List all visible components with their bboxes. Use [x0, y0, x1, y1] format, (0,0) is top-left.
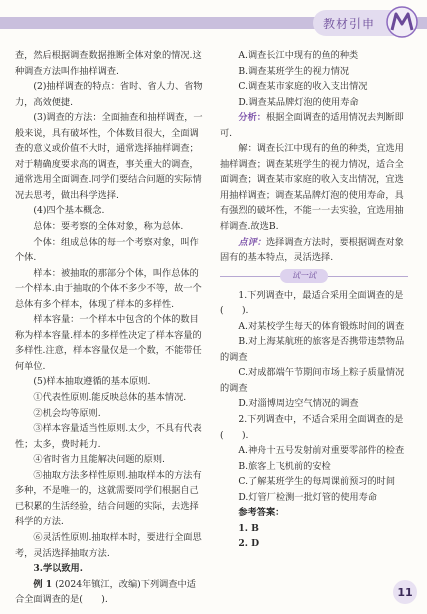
paragraph: ⑤抽取方法多样性原则.抽取样本的方法有多种，不是唯一的，这就需要同学们根据自己已积累的生活经验，结合问题的实际，去选择科学的方法.: [15, 469, 202, 528]
note: [220, 235, 408, 266]
example-text: (2024年镇江，改编)下列调查中适合全面调查的是( ).: [15, 578, 196, 606]
analysis-label: 分析：: [238, 112, 266, 124]
right-column: [220, 48, 408, 552]
question: 2.下列调查中，不适合采用全面调查的是( ).: [220, 414, 404, 441]
option: C.了解某班学生的每周课前预习的时间: [238, 476, 396, 488]
paragraph: 样本容量：一个样本中包含的个体的数目称为样本容量.样本的多样性决定了样本容量的多样性.注意，样本容量仅是一个数，不能带任何单位.: [15, 314, 202, 372]
option: A.对某校学生每天的体育锻炼时间的调查: [238, 320, 405, 332]
paragraph: 查，然后根据调查数据推断全体对象的情况.这种调查方法叫作抽样调查.: [15, 50, 202, 77]
example-question: [15, 577, 205, 608]
analysis-text: 根据全面调查的适用情况去判断即可.: [220, 112, 404, 139]
paragraph: (5)样本抽取遵循的基本原则.: [33, 376, 151, 388]
divider-label: 试一试: [280, 269, 328, 283]
option: A.神舟十五号发射前对重要零部件的检查: [238, 445, 405, 457]
analysis: [220, 110, 408, 141]
paragraph: (3)调查的方法：全面抽查和抽样调查，一般来说，具有破坏性，个体数目很大，全面调查的意义或价值不大时，通常选择抽样调查；对于精确度要求高的调查，事关重大的调查，通常选用全面调查.同学们要结合问题的实际情况去思考，做出科学选择.: [15, 112, 203, 201]
option: D.对淄博周边空气情况的调查: [238, 398, 359, 410]
option: B.对上海某航班的旅客是否携带违禁物品的调查: [220, 336, 405, 363]
answer: 1. B: [238, 522, 259, 534]
paragraph: 总体：要考察的全体对象，称为总体.: [33, 221, 184, 233]
option: B.旅客上飞机前的安检: [238, 460, 331, 472]
section-divider: [220, 269, 408, 285]
option: D.调查某品牌灯泡的使用寿命: [238, 96, 359, 108]
paragraph: (4)四个基本概念.: [33, 205, 105, 217]
paragraph: 样本：被抽取的那部分个体，叫作总体的一个样本.由于抽取的个体不多少不等，故一个总体有多个样本，体现了样本的多样性.: [15, 267, 202, 310]
answers-heading: 参考答案：: [238, 507, 285, 519]
paragraph: ⑥灵活性原则.抽取样本时，要进行全面思考，灵活选择抽取方法.: [15, 531, 202, 559]
paragraph: ②机会均等原则.: [33, 407, 101, 419]
option: D.灯管厂检测一批灯管的使用寿命: [238, 491, 377, 503]
solution: 解：调查长江中现有的鱼的种类，宜选用抽样调查；调查某班学生的视力情况，适合全面调查；调查某市家庭的收入支出情况，宜选用抽样调查；调查某品牌灯泡的使用寿命，具有强烈的破坏性，不能一一去实验，宜选用抽样调查.故选B.: [220, 143, 404, 233]
question: 1.下列调查中，最适合采用全面调查的是( ).: [220, 289, 404, 317]
option: B.调查某班学生的视力情况: [238, 65, 350, 77]
paragraph: ④省时省力且能解决问题的原则.: [33, 454, 165, 466]
option: C.对成都端午节期间市场上粽子质量情况的调查: [220, 367, 405, 394]
option: C.调查某市家庭的收入支出情况: [238, 81, 368, 93]
option: A.调查长江中现有的鱼的种类: [238, 50, 359, 61]
section-heading: 3.学以致用.: [33, 563, 83, 575]
note-label: 点评：: [238, 236, 266, 248]
page-number: 11: [393, 580, 417, 604]
answer: 2. D: [238, 538, 260, 550]
paragraph: (2)抽样调查的特点：省时、省人力、省物力，高效便捷.: [15, 81, 203, 108]
left-column: [15, 48, 205, 608]
logo-icon: [385, 6, 419, 38]
note-text: 选择调查方法时，要根据调查对象固有的基本特点，灵活选择.: [220, 236, 404, 264]
paragraph: ①代表性原则.能反映总体的基本情况.: [33, 392, 187, 404]
example-label: 例 1: [33, 578, 53, 590]
section-tab-label: 教材引申: [322, 16, 375, 31]
paragraph: ③样本容量适当性原则.太少，不具有代表性；太多，费时耗力.: [15, 423, 202, 450]
paragraph: 个体：组成总体的每一个考察对象，叫作个体.: [15, 236, 199, 264]
